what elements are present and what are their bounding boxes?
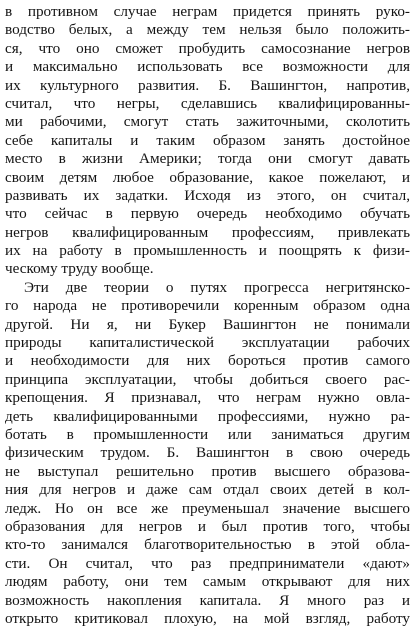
- text-line: возможность накопления капитала. Я много раз и: [5, 591, 410, 609]
- text-line: место в жизни Америки; тогда они смогут давать: [5, 150, 410, 168]
- text-line: ботать в промышленности или заниматься другим: [5, 425, 410, 443]
- text-line: и необходимости для них бороться против самого: [5, 352, 410, 370]
- text-line: развивать их задатки. Исходя из этого, он считал,: [5, 186, 410, 204]
- text-line: что сейчас в первую очередь необходимо обучать: [5, 205, 410, 223]
- text-line: негров квалифицированным профессиям, привлекать: [5, 223, 410, 241]
- text-line: физическим трудом. Б. Вашингтон в свою очередь: [5, 444, 410, 462]
- text-line: ми рабочими, смогут стать зажиточными, сколотить: [5, 113, 410, 131]
- text-line: крепощения. Я признавал, что неграм нужно овла-: [5, 389, 410, 407]
- text-line: ния для негров и даже сам отдал своих детей в кол-: [5, 481, 410, 499]
- text-line: сти. Он считал, что раз предприниматели «дают»: [5, 554, 410, 572]
- book-page: [5, 3, 410, 627]
- text-line: водство белых, а между тем нельзя было положить-: [5, 21, 410, 39]
- text-line: природы капиталистической эксплуатации рабочих: [5, 334, 410, 352]
- text-line: другой. Ни я, ни Букер Вашингтон не понимали: [5, 315, 410, 333]
- text-line: и максимально использовать все возможности для: [5, 58, 410, 76]
- text-line: себе капиталы и таким образом занять достойное: [5, 131, 410, 149]
- text-line: деть квалифицированными профессиями, нужно ра-: [5, 407, 410, 425]
- paragraph-1: [5, 3, 410, 279]
- text-line: их на работу в промышленность и поощрять к физи-: [5, 242, 410, 260]
- text-line: образования для негров и был против того, чтобы: [5, 517, 410, 535]
- text-line: своим детям любое образование, какое пожелают, и: [5, 168, 410, 186]
- text-line: в противном случае неграм придется принять руко-: [5, 3, 410, 20]
- text-line: открыто критиковал плохую, на мой взгляд, работу: [5, 609, 410, 627]
- paragraph-2: [5, 279, 410, 628]
- text-line: принципа эксплуатации, чтобы добиться своего рас-: [5, 370, 410, 388]
- text-line: ледж. Но он все же преуменьшал значение высшего: [5, 499, 410, 517]
- text-line: не выступал решительно против высшего образова-: [5, 462, 410, 480]
- text-line: кто-то занимался благотворительностью в этой обла-: [5, 536, 410, 554]
- text-line: людям работу, они тем самым открывают для них: [5, 573, 410, 591]
- text-line: считал, что негры, сделавшись квалифицированны-: [5, 94, 410, 112]
- text-line: Эти две теории о путях прогресса негритянско-: [24, 278, 410, 296]
- text-line: их культурного развития. Б. Вашингтон, напротив,: [5, 76, 410, 94]
- text-line: ся, что оно сможет пробудить самосознание негров: [5, 39, 410, 57]
- text-line: ческому труду вообще.: [5, 260, 154, 278]
- text-line: го народа не противоречили коренным образом одна: [5, 297, 410, 315]
